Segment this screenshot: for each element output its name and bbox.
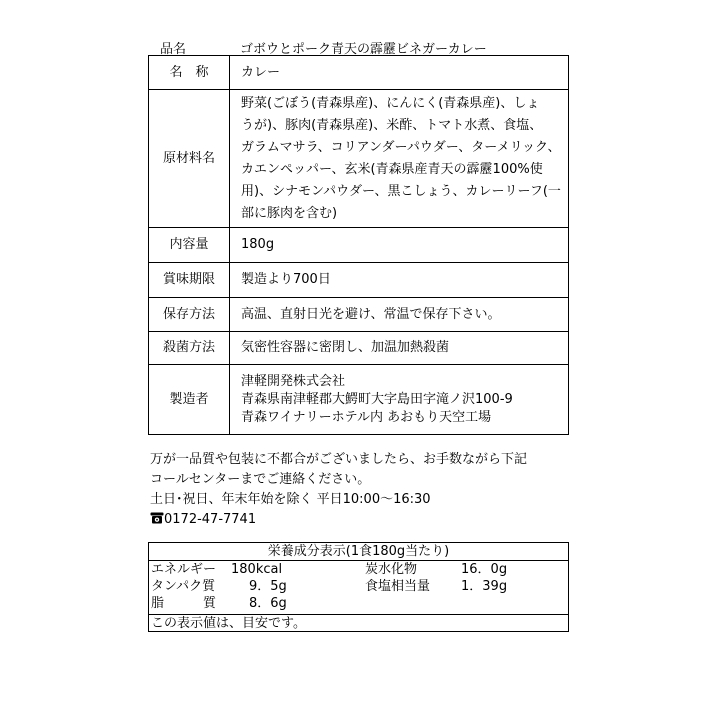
nutrition-title: 栄養成分表示(1食180g当たり) — [149, 543, 568, 561]
phone-icon — [150, 512, 164, 524]
notice-block — [150, 450, 527, 530]
row-value — [230, 365, 569, 435]
row-label: 殺菌方法 — [149, 332, 230, 365]
row-value: 気密性容器に密閉し、加温加熱殺菌 — [230, 332, 569, 365]
row-label: 賞味期限 — [149, 263, 230, 298]
product-name-value: ゴボウとポーク青天の霹靂ビネガーカレー — [240, 42, 487, 57]
notice-line: 万が一品質や包装に不都合がございましたら、お手数ながら下記 — [150, 452, 528, 467]
maker-line: 津軽開発株式会社 — [241, 373, 346, 389]
table-row — [149, 298, 569, 332]
energy-label: エネルギー — [151, 562, 217, 577]
row-value — [230, 90, 569, 228]
table-row — [149, 263, 569, 298]
nutrition-footnote: この表示値は、目安です。 — [149, 614, 568, 633]
energy-value: 180kcal — [231, 562, 283, 577]
phone-line — [150, 510, 527, 530]
table-row — [149, 228, 569, 263]
product-name-label: 品名 — [160, 42, 187, 57]
phone-number: 0172-47-7741 — [164, 512, 257, 527]
ingredient-line: 用)、シナモンパウダー、黒こしょう、カレーリーフ(一 — [241, 183, 561, 199]
spec-table — [148, 55, 569, 435]
fat-value: 8．6g — [249, 596, 287, 611]
row-value: カレー — [230, 56, 569, 90]
table-row — [149, 90, 569, 228]
protein-label: タンパク質 — [151, 579, 216, 594]
row-label: 名 称 — [149, 56, 230, 90]
row-value: 180g — [230, 228, 569, 263]
fat-label: 脂 質 — [151, 596, 217, 611]
row-label: 製造者 — [149, 365, 230, 435]
table-row — [149, 56, 569, 90]
nutrition-box — [148, 542, 569, 632]
maker-line: 青森ワイナリーホテル内 あおもり天空工場 — [241, 409, 492, 425]
carb-value: 16．0g — [461, 562, 508, 577]
table-row — [149, 365, 569, 435]
ingredient-line: ガラムマサラ、コリアンダーパウダー、ターメリック、 — [241, 139, 561, 155]
notice-line: コールセンターまでご連絡ください。 — [150, 472, 371, 487]
ingredient-line: 部に豚肉を含む) — [241, 205, 338, 221]
ingredient-line: うが)、豚肉(青森県産)、米酢、トマト水煮、食塩、 — [241, 117, 543, 133]
table-row — [149, 332, 569, 365]
row-label: 内容量 — [149, 228, 230, 263]
row-value: 高温、直射日光を避け、常温で保存下さい。 — [230, 298, 569, 332]
maker-line: 青森県南津軽郡大鰐町大字島田字滝ノ沢100-9 — [241, 391, 513, 407]
carb-label: 炭水化物 — [365, 562, 418, 577]
salt-label: 食塩相当量 — [365, 579, 431, 594]
ingredient-line: 野菜(ごぼう(青森県産)、にんにく(青森県産)、しょ — [241, 95, 540, 111]
notice-line: 土日･祝日、年末年始を除く 平日10:00～16:30 — [150, 492, 431, 507]
row-label: 保存方法 — [149, 298, 230, 332]
salt-value: 1．39g — [461, 579, 508, 594]
ingredient-line: カエンペッパー、玄米(青森県産青天の霹靂100%使 — [241, 161, 543, 177]
row-label: 原材料名 — [149, 90, 230, 228]
row-value: 製造より700日 — [230, 263, 569, 298]
protein-value: 9．5g — [249, 579, 287, 594]
